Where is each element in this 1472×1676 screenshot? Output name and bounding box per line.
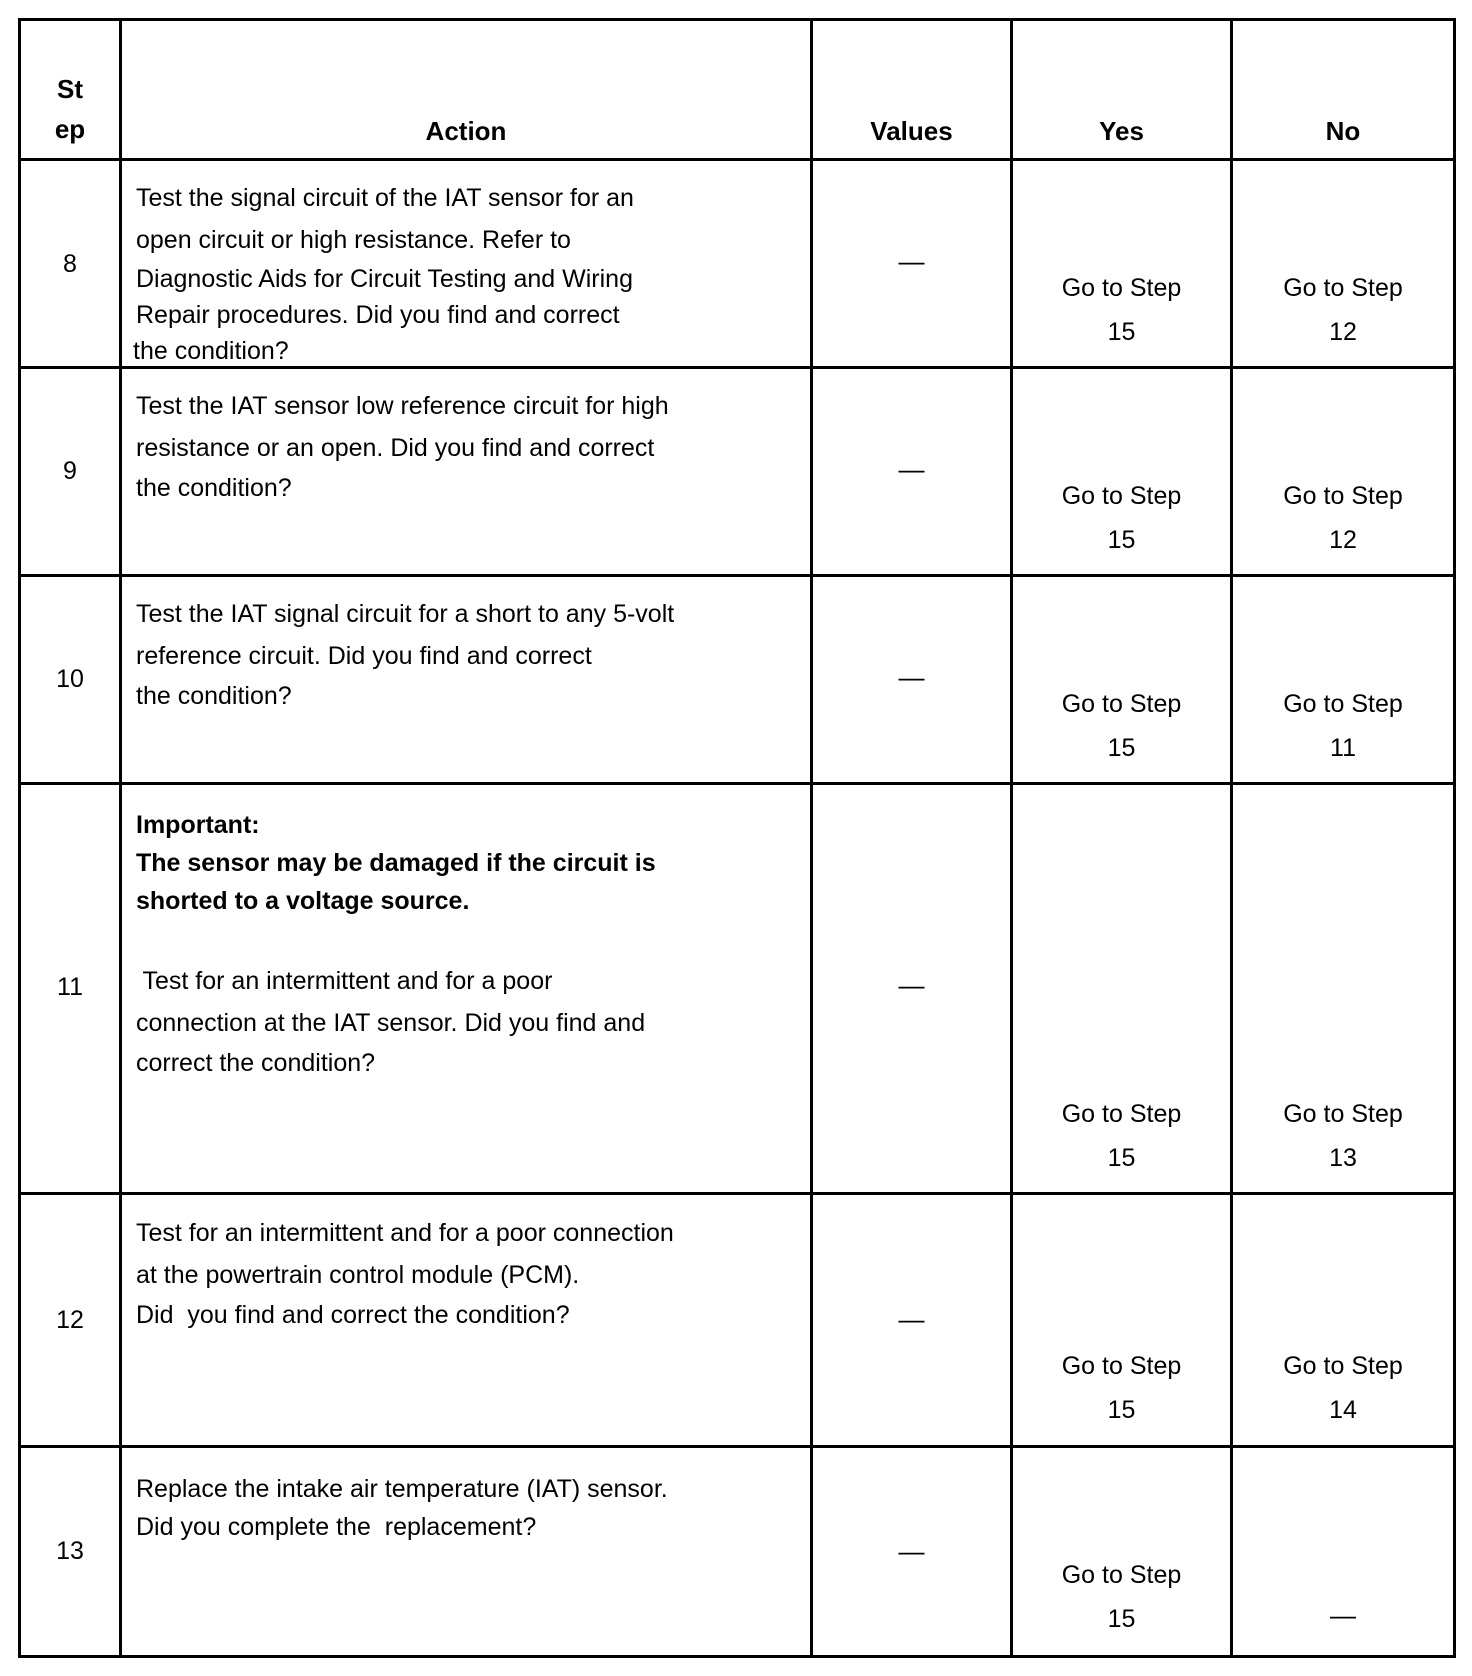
action-text <box>136 385 796 507</box>
action-line: Did you find and correct the condition? <box>136 1301 570 1329</box>
action-line: Test the signal circuit of the IAT sensor for an <box>136 184 634 212</box>
action-line: Test for an intermittent and for a poor connection <box>136 1219 674 1247</box>
step-number: 9 <box>63 457 77 485</box>
no-goto-step: 14 <box>1329 1396 1357 1424</box>
action-line: Replace the intake air temperature (IAT) sensor. <box>136 1475 668 1503</box>
action-line: reference circuit. Did you find and correct <box>136 642 592 670</box>
yes-goto-step: 15 <box>1107 1605 1136 1633</box>
step-number: 8 <box>63 250 77 278</box>
action-text <box>136 1470 796 1546</box>
yes-goto-step: 15 <box>1107 1144 1136 1172</box>
column-divider <box>119 18 122 1658</box>
header-values: Values <box>870 116 953 146</box>
header-step-line2: ep <box>54 114 86 144</box>
no-cell <box>1233 474 1453 562</box>
action-line: the condition? <box>136 682 292 710</box>
header-action: Action <box>425 116 507 146</box>
important-line: The sensor may be damaged if the circuit is <box>136 849 656 877</box>
no-goto-step: 12 <box>1329 526 1357 554</box>
values-cell: — <box>898 1304 925 1334</box>
action-text <box>136 960 796 1082</box>
yes-goto-step: 15 <box>1107 318 1136 346</box>
action-line: at the powertrain control module (PCM). <box>136 1261 580 1289</box>
yes-goto-step: 15 <box>1107 734 1136 762</box>
header-yes: Yes <box>1099 116 1144 146</box>
yes-cell <box>1013 682 1230 770</box>
action-line: open circuit or high resistance. Refer to <box>136 226 571 254</box>
yes-goto-label: Go to Step <box>1061 482 1182 510</box>
action-line: the condition? <box>133 337 289 365</box>
action-line: Test the IAT signal circuit for a short to any 5-volt <box>136 600 675 628</box>
no-cell <box>1233 1344 1453 1432</box>
yes-cell <box>1013 1553 1230 1641</box>
step-number: 13 <box>56 1537 84 1565</box>
yes-goto-step: 15 <box>1107 526 1136 554</box>
yes-goto-label: Go to Step <box>1061 274 1182 302</box>
no-cell: — <box>1330 1600 1356 1630</box>
yes-goto-step: 15 <box>1107 1396 1136 1424</box>
important-note <box>136 806 796 920</box>
action-text <box>136 1212 796 1334</box>
values-cell: — <box>898 662 925 692</box>
no-goto-label: Go to Step <box>1283 1352 1403 1380</box>
action-line: Diagnostic Aids for Circuit Testing and Wiring <box>136 265 633 293</box>
yes-cell <box>1013 1092 1230 1180</box>
yes-cell <box>1013 1344 1230 1432</box>
yes-goto-label: Go to Step <box>1061 690 1182 718</box>
no-cell <box>1233 1092 1453 1180</box>
action-line: Did you complete the replacement? <box>136 1513 537 1541</box>
important-label: Important: <box>136 811 260 839</box>
yes-goto-label: Go to Step <box>1061 1561 1182 1589</box>
no-cell <box>1233 266 1453 354</box>
values-cell: — <box>898 1536 925 1566</box>
row-divider <box>18 158 1456 161</box>
action-line: the condition? <box>136 474 292 502</box>
header-step <box>21 76 119 142</box>
no-goto-label: Go to Step <box>1283 482 1403 510</box>
yes-cell <box>1013 266 1230 354</box>
action-text <box>133 177 796 369</box>
no-goto-step: 13 <box>1329 1144 1357 1172</box>
action-line: connection at the IAT sensor. Did you find and <box>136 1009 646 1037</box>
action-line: correct the condition? <box>136 1049 376 1077</box>
yes-goto-label: Go to Step <box>1061 1352 1182 1380</box>
no-goto-label: Go to Step <box>1283 690 1403 718</box>
yes-goto-label: Go to Step <box>1061 1100 1182 1128</box>
row-divider <box>18 574 1456 577</box>
row-divider <box>18 1445 1456 1448</box>
no-goto-label: Go to Step <box>1283 274 1403 302</box>
action-text <box>136 593 796 715</box>
action-line: resistance or an open. Did you find and correct <box>136 434 655 462</box>
no-goto-step: 12 <box>1329 318 1357 346</box>
action-line: Repair procedures. Did you find and correct <box>136 301 620 329</box>
step-number: 11 <box>57 973 83 1001</box>
row-divider <box>18 1192 1456 1195</box>
no-goto-step: 11 <box>1330 734 1356 762</box>
header-step-line1: St <box>57 74 83 104</box>
values-cell: — <box>898 246 925 276</box>
action-line: Test for an intermittent and for a poor <box>136 967 553 995</box>
no-cell <box>1233 682 1453 770</box>
row-divider <box>18 782 1456 785</box>
important-line: shorted to a voltage source. <box>136 887 470 915</box>
values-cell: — <box>898 970 925 1000</box>
values-cell: — <box>898 454 925 484</box>
step-number: 12 <box>56 1306 84 1334</box>
header-no: No <box>1325 116 1361 146</box>
action-line: Test the IAT sensor low reference circuit for high <box>136 392 669 420</box>
yes-cell <box>1013 474 1230 562</box>
step-number: 10 <box>56 665 84 693</box>
no-goto-label: Go to Step <box>1283 1100 1403 1128</box>
